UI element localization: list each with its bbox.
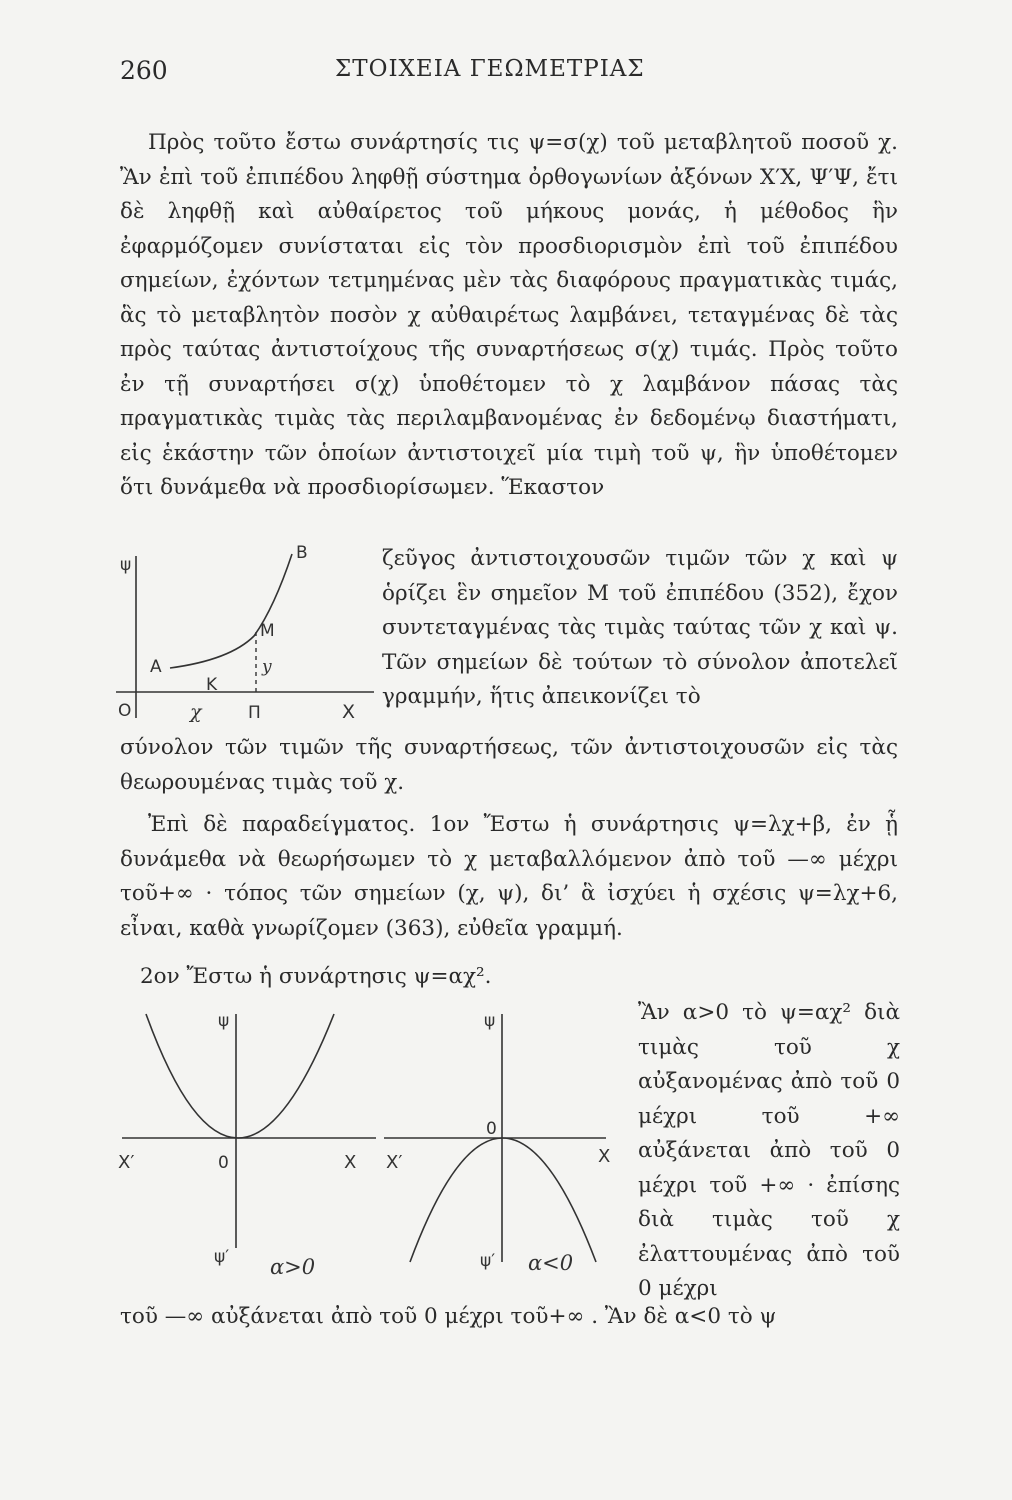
- label-B: B: [296, 543, 308, 563]
- label-O: O: [118, 701, 132, 721]
- parabola-up: [146, 1014, 334, 1138]
- paragraph-point-definition: ζεῦγος ἀντιστοιχουσῶν τιμῶν τῶν χ καὶ ψ ὁρίζει ἓν σημεῖον Μ τοῦ ἐπιπέδου (352), ἔχον συντεταγμένας τὰς τιμὰς ταύτας τῶν χ καὶ ψ. Τῶν σημείων δὲ τούτων τὸ σύνολον ἀποτελεῖ γραμμήν, ἥτις ἀπεικονίζει τὸ: [382, 546, 898, 709]
- running-title: ΣΤΟΙΧΕΙΑ ΓΕΩΜΕΤΡΙΑΣ: [335, 56, 645, 82]
- paragraph-function-definition: Πρὸς τοῦτο ἔστω συνάρτησίς τις ψ=σ(χ) τοῦ μεταβλητοῦ ποσοῦ χ. Ἂν ἐπὶ τοῦ ἐπιπέδου ληφθῇ σύστημα ὀρθογωνίων ἀξόνων Χ′Χ, Ψ′Ψ, ἔτι δὲ ληφθῇ καὶ αὐθαίρετος τοῦ μήκους μονάς, ἡ μέθοδος ἣν ἐφαρμόζομεν συνίσταται εἰς τὸν προσδιορισμὸν ἐπὶ τοῦ ἐπιπέδου σημείων, ἐχόντων τετμημένας μὲν τὰς διαφόρους πραγματικὰς τιμάς, ἃς τὸ μεταβλητὸν ποσὸν χ αὐθαιρέτως λαμβάνει, τεταγμένας δὲ τὰς πρὸς ταύτας ἀντιστοίχους τῆς συναρτήσεως σ(χ) τιμάς. Πρὸς τοῦτο ἐν τῇ συναρτήσει σ(χ) ὑποθέτομεν τὸ χ λαμβάνον πάσας τὰς πραγματικὰς τιμὰς τὰς περιλαμβανομένας ἐν δεδομένῳ διαστήματι, εἰς ἑκάστην τῶν ὁποίων ἀντιστοιχεῖ μία τιμὴ τοῦ ψ, ἣν ὑποθέτομεν ὅτι δυνάμεθα νὰ προσδιορίσωμεν. Ἕκαστον: [120, 130, 898, 500]
- page-header: [120, 56, 900, 96]
- paragraph-negative-case: τοῦ —∞ αὐξάνεται ἀπὸ τοῦ 0 μέχρι τοῦ+∞ . Ἂν δὲ α<0 τὸ ψ: [120, 1304, 777, 1329]
- label-X: X: [598, 1146, 611, 1167]
- label-y: y: [262, 657, 272, 677]
- label-X: X: [342, 701, 356, 723]
- parabola-down: [410, 1138, 596, 1262]
- label-O: 0: [218, 1153, 229, 1173]
- label-X: X: [344, 1152, 357, 1173]
- label-condition: α<0: [528, 1251, 574, 1275]
- label-psi: ψ: [484, 1011, 496, 1031]
- paragraph-set-of-values: σύνολον τῶν τιμῶν τῆς συναρτήσεως, τῶν ἀντιστοιχουσῶν εἰς τὰς θεωρουμένας τιμὰς τοῦ χ.: [120, 735, 898, 795]
- label-psi-prime: ψ′: [214, 1247, 230, 1267]
- figure-function-curve: [112, 540, 380, 740]
- label-psi-prime: ψ′: [480, 1251, 496, 1271]
- label-psi: ψ: [218, 1011, 230, 1031]
- figure-parabola-negative: [382, 1010, 636, 1282]
- label-condition: α>0: [270, 1255, 316, 1279]
- label-X-prime: X′: [386, 1152, 403, 1173]
- label-O: 0: [486, 1119, 497, 1139]
- label-P: Π: [248, 703, 261, 723]
- label-M: M: [260, 621, 275, 641]
- label-psi: ψ: [120, 555, 132, 575]
- label-x: χ: [190, 701, 202, 723]
- paragraph-example-linear: Ἐπὶ δὲ παραδείγματος. 1ον Ἔστω ἡ συνάρτησις ψ=λχ+β, ἐν ᾗ δυνάμεθα νὰ θεωρήσωμεν τὸ χ μεταβαλλόμενον ἀπὸ τοῦ —∞ μέχρι τοῦ+∞ · τόπος τῶν σημείων (χ, ψ), δι’ ἃ ἰσχύει ἡ σχέσις ψ=λχ+6, εἶναι, καθὰ γνωρίζομεν (363), εὐθεῖα γραμμή.: [120, 812, 898, 941]
- label-A: A: [150, 657, 162, 677]
- figure-parabola-positive: [118, 1010, 380, 1282]
- label-X-prime: X′: [118, 1152, 135, 1173]
- paragraph-example-quadratic: 2ον Ἔστω ἡ συνάρτησις ψ=αχ².: [140, 964, 492, 989]
- function-curve: [170, 554, 292, 668]
- label-K: K: [206, 675, 218, 695]
- page-number: 260: [120, 56, 168, 85]
- paragraph-positive-case: Ἂν α>0 τὸ ψ=αχ² διὰ τιμὰς τοῦ χ αὐξανομένας ἀπὸ τοῦ 0 μέχρι τοῦ +∞ αὐξάνεται ἀπὸ τοῦ 0 μέχρι τοῦ +∞ · ἐπίσης διὰ τιμὰς τοῦ χ ἐλαττουμένας ἀπὸ τοῦ 0 μέχρι: [638, 1000, 900, 1301]
